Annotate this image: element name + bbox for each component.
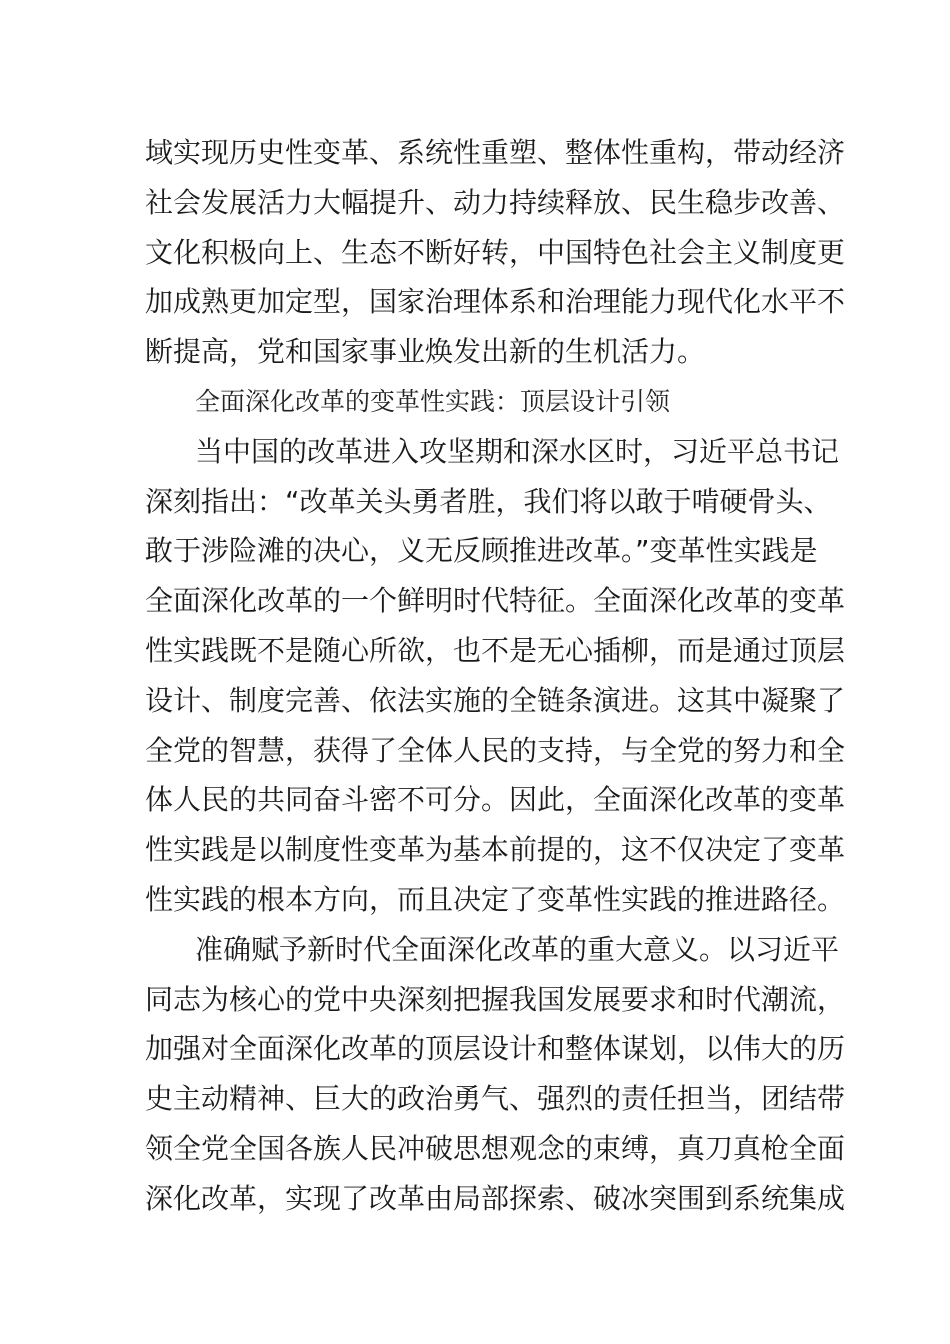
text-line: 设计、制度完善、依法实施的全链条演进。这其中凝聚了 (145, 683, 846, 717)
text-line: 文化积极向上、生态不断好转，中国特色社会主义制度更 (145, 235, 846, 269)
text-line: 断提高，党和国家事业焕发出新的生机活力。 (145, 335, 706, 369)
text-line: 敢于涉险滩的决心，义无反顾推进改革。”变革性实践是 (145, 534, 818, 568)
text-line: 准确赋予新时代全面深化改革的重大意义。以习近平 (195, 932, 840, 966)
text-line: 史主动精神、巨大的政治勇气、强烈的责任担当，团结带 (145, 1082, 846, 1116)
heading-text: 全面深化改革的变革性实践：顶层设计引领 (195, 386, 671, 416)
text-line: 当中国的改革进入攻坚期和深水区时，习近平总书记 (195, 434, 840, 468)
paragraph-1 (145, 128, 846, 377)
text-line: 性实践的根本方向，而且决定了变革性实践的推进路径。 (145, 882, 846, 916)
text-line: 领全党全国各族人民冲破思想观念的束缚，真刀真枪全面 (145, 1131, 846, 1165)
text-line: 深刻指出：“改革关头勇者胜，我们将以敢于啃硬骨头、 (145, 484, 832, 518)
paragraph-2 (145, 427, 846, 925)
text-line: 性实践是以制度性变革为基本前提的，这不仅决定了变革 (145, 833, 846, 867)
text-line: 体人民的共同奋斗密不可分。因此，全面深化改革的变革 (145, 783, 846, 817)
paragraph-3 (145, 925, 846, 1224)
document-body (145, 128, 846, 1224)
text-line: 全党的智慧，获得了全体人民的支持，与全党的努力和全 (145, 733, 846, 767)
text-line: 加成熟更加定型，国家治理体系和治理能力现代化水平不 (145, 285, 846, 319)
text-line: 社会发展活力大幅提升、动力持续释放、民生稳步改善、 (145, 185, 846, 219)
text-line: 加强对全面深化改革的顶层设计和整体谋划，以伟大的历 (145, 1032, 846, 1066)
text-line: 域实现历史性变革、系统性重塑、整体性重构，带动经济 (145, 136, 846, 169)
text-line: 同志为核心的党中央深刻把握我国发展要求和时代潮流， (145, 982, 846, 1016)
text-line: 全面深化改革的一个鲜明时代特征。全面深化改革的变革 (145, 584, 846, 618)
section-heading (145, 377, 810, 427)
text-line: 深化改革，实现了改革由局部探索、破冰突围到系统集成 (145, 1181, 846, 1215)
text-line: 性实践既不是随心所欲，也不是无心插柳，而是通过顶层 (145, 633, 846, 667)
